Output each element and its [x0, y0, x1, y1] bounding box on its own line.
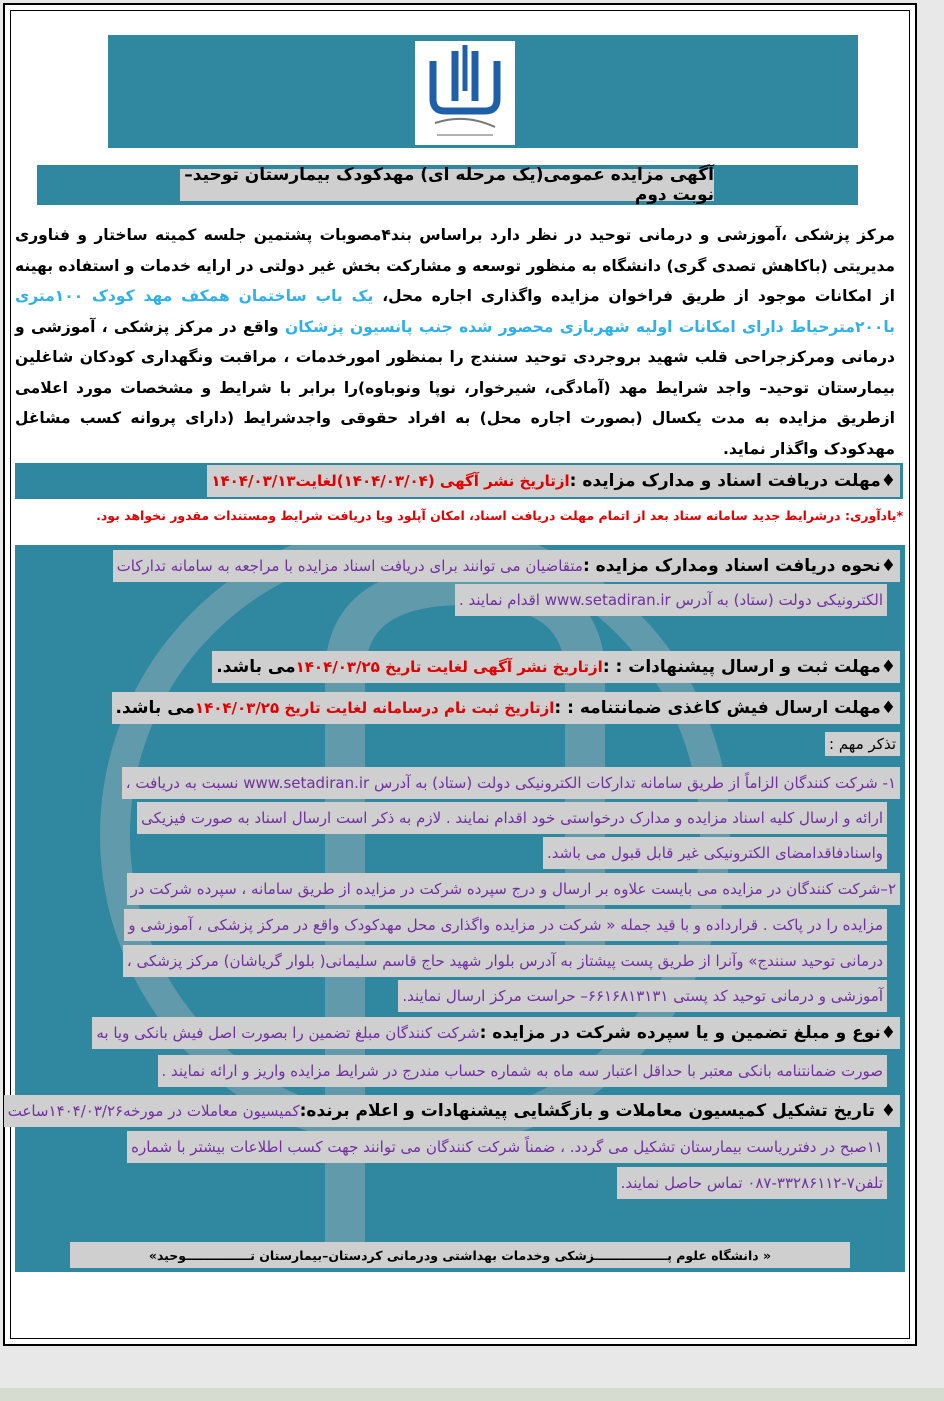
guarantee-slip-dates: ازتاریخ ثبت نام درسامانه لغایت تاریخ ۱۴۰۴/۰۳/۲۵ [194, 699, 555, 717]
note-line: ۱- شرکت کنندگان الزاماً از طریق سامانه تدارکات الکترونیکی دولت (ستاد) به آدرس www.setadiran.ir نسبت به دریافت ، [122, 767, 900, 799]
guarantee-slip-tail: می باشد. [115, 698, 195, 718]
intro-part1: مرکز پزشکی ،آموزشی و درمانی توحید در نظر دارد براساس بند۴مصوبات پشتمین جلسه کمیته ساختار و فناوری مدیریتی (باکاهش تصدی گری) دانشگاه به منظور توسعه و مشارکت بخش غیر دولتی در ارایه خدمات و استفاده بهینه از امکانات موجود از طریق فراخوان مزایده واگذاری اجاره محل، [15, 226, 895, 305]
committee-row-1 [4, 1095, 900, 1127]
committee-row-3: تلفن۷-۳۳۲۸۶۱۱۲-۰۸۷ تماس حاصل نمایند. [617, 1167, 887, 1199]
reminder-note: *یادآوری: درشرایط جدید سامانه ستاد بعد از اتمام مهلت دریافت اسناد، امکان آپلود ویا دریافت شرایط ومستندات مقدور نخواهد بود. [96, 508, 903, 523]
guarantee-slip-row [112, 692, 900, 724]
deposit-row-2: صورت ضمانتنامه بانکی معتبر با حداقل اعتبار سه ماه به شماره حساب مندرج در شرایط مزایده واریز و ارائه نمایند . [158, 1055, 888, 1087]
committee-label: ♦ تاریخ تشکیل کمیسیون معاملات و بازگشایی پیشنهادات و اعلام برنده: [299, 1101, 896, 1121]
offers-dates: ازتاریخ نشر آگهی لغایت تاریخ ۱۴۰۴/۰۳/۲۵ [295, 658, 603, 676]
deposit-line1: شرکت کنندگان مبلغ تضمین را بصورت اصل فیش بانکی ویا به [96, 1024, 480, 1042]
deadline-docs-label: ♦مهلت دریافت اسناد و مدارک مزایده : [569, 471, 896, 491]
note-line: ارائه و ارسال کلیه اسناد مزایده و مدارک درخواستی خود اقدام نمایند . لازم به ذکر است ارسال اسناد به صورت فیزیکی [137, 802, 887, 834]
intro-highlight: یک باب ساختمان همکف مهد کودک ۱۰۰متری با۲۰۰مترحیاط دارای امکانات اولیه شهربازی محصور شده جنب پانسیون پزشکان [15, 287, 895, 336]
how-to-row-1 [113, 550, 900, 582]
note-line: ۲–شرکت کنندگان در مزایده می بایست علاوه بر ارسال و درج سپرده شرکت در مزایده از طریق سامانه ، سپرده شرکت در [127, 873, 900, 905]
intro-paragraph [15, 220, 895, 464]
announcement-page [3, 3, 917, 1346]
offers-row [212, 651, 900, 683]
deposit-label: ♦نوع و مبلغ تضمین و یا سپرده شرکت در مزایده : [479, 1023, 896, 1043]
how-to-row-2 [455, 584, 887, 616]
page-title: آگهی مزایده عمومی(یک مرحله ای) مهدکودک بیمارستان توحید–نوبت دوم [180, 169, 714, 201]
note-line: واسنادفاقدامضای الکترونیکی غیر قابل قبول می باشد. [543, 837, 887, 869]
deposit-row-1 [92, 1017, 900, 1049]
how-to-label: ♦نحوه دریافت اسناد ومدارک مزایده : [582, 556, 896, 576]
intro-part2: واقع در مرکز پزشکی ، آموزشی و درمانی ومرکزجراحی قلب شهید بروجردی توحید سنندج را بمنظور امورخدمات ، مراقبت ونگهداری کودکان شاغلین بیمارستان توحید– واجد شرایط مهد (آمادگی، شیرخوار، نوپا ونوباوه)را برابر با شرایط و مشخصات مورد اعلامی ازطریق مزایده به مدت یکسال (بصورت اجاره محل) به افراد حقوقی واجدشرایط (دارای پروانه کسب مشاغل مهدکودک واگذار نماید. [15, 317, 895, 458]
bottom-bar [0, 1388, 944, 1401]
offers-label: ♦مهلت ثبت و ارسال پیشنهادات : : [602, 657, 896, 677]
deadline-docs-row [207, 465, 900, 497]
offers-tail: می باشد. [216, 657, 296, 677]
university-logo [415, 41, 515, 145]
how-to-line2: الکترونیکی دولت (ستاد) به آدرس www.setadiran.ir اقدام نمایند . [458, 591, 883, 609]
notes-label: تذکر مهم : [825, 732, 900, 756]
note-line: درمانی توحید سنندج» وآنرا از طریق پست پیشتاز به آدرس بلوار شهید حاج قاسم سلیمانی( بلوار گریاشان) مرکز پزشکی ، [123, 945, 887, 977]
how-to-line1: متقاضیان می توانند برای دریافت اسناد مزایده با مراجعه به سامانه تدارکات [116, 557, 583, 575]
committee-line1: کمیسیون معاملات در مورخه۱۴۰۴/۰۳/۲۶ساعت [7, 1102, 300, 1120]
university-logo-icon [415, 41, 515, 145]
deadline-docs-value: ازتاریخ نشر آگهی (۱۴۰۴/۰۳/۰۴)لغایت۱۴۰۴/۰۳/۱۳ [211, 472, 570, 490]
note-line: آموزشی و درمانی توحید کد پستی ۶۶۱۶۸۱۳۱۳۱– حراست مرکز ارسال نمایند. [398, 980, 887, 1012]
committee-row-2: ۱۱صبح در دفترریاست بیمارستان تشکیل می گردد. ، ضمناً شرکت کنندگان می توانند جهت کسب اطلاعات بیشتر با شماره [127, 1131, 887, 1163]
note-line: مزایده را در پاکت . قرارداده و با قید جمله « شرکت در مزایده واگذاری محل مهدکودک واقع در مرکز پزشکی ، آموزشی و [124, 909, 887, 941]
footer-signature: « دانشگاه علوم پـــــــــــــــــزشکی وخدمات بهداشتی ودرمانی کردستان–بیمارستان تـــــــــــــــوحید» [70, 1242, 850, 1268]
guarantee-slip-label: ♦مهلت ارسال فیش کاغذی ضمانتنامه : : [554, 698, 896, 718]
